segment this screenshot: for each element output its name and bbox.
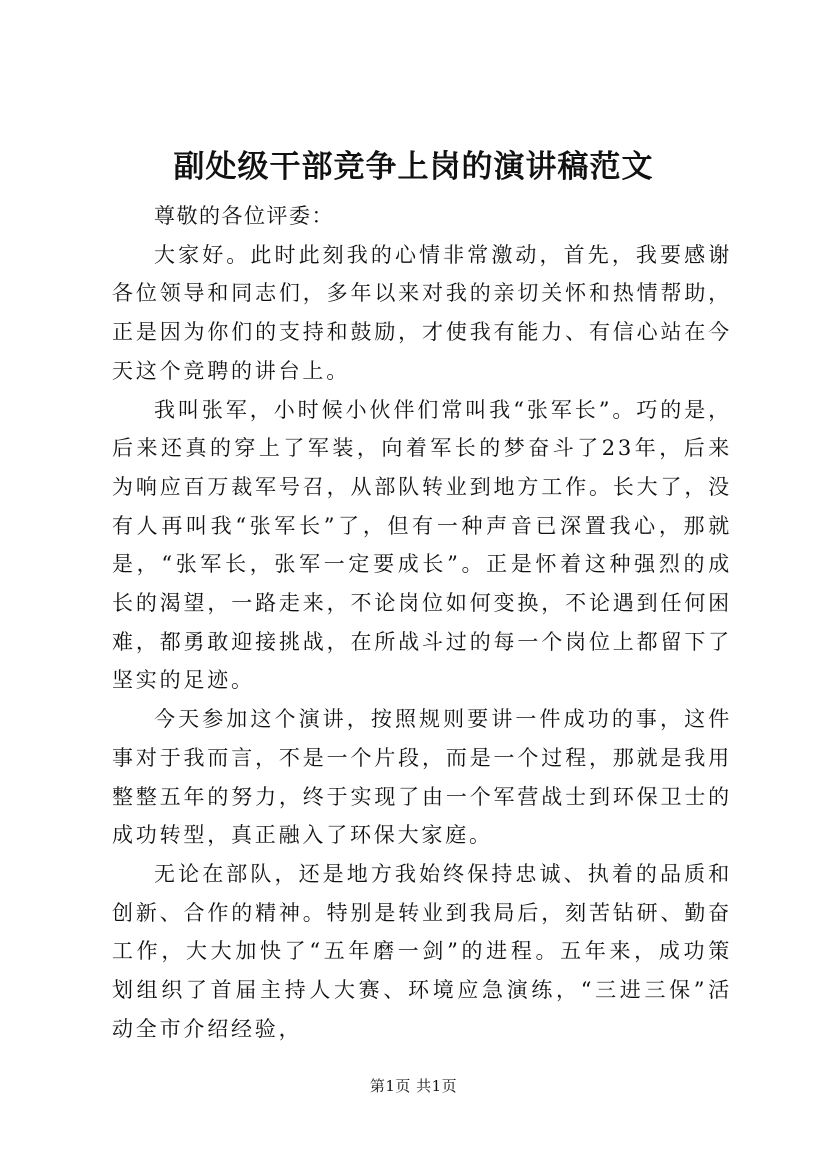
- greeting-paragraph: 尊敬的各位评委：: [154, 204, 334, 228]
- document-title: 副处级干部竞争上岗的演讲稿范文: [173, 149, 654, 185]
- body-paragraph-4: 无论在部队，还是地方我始终保持忠诚、执着的品质和创新、合作的精神。特别是转业到我局后，刻苦钻研、勤奋工作，大大加快了“五年磨一剑”的进程。五年来，成功策划组织了首届主持人大赛、环境应急演练，“三进三保”活动全市介绍经验，: [112, 861, 732, 1041]
- body-paragraph-1: 大家好。此时此刻我的心情非常激动，首先，我要感谢各位领导和同志们，多年以来对我的亲切关怀和热情帮助，正是因为你们的支持和鼓励，才使我有能力、有信心站在今天这个竞聘的讲台上。: [112, 242, 732, 383]
- body-paragraph-2: 我叫张军，小时候小伙伴们常叫我“张军长”。巧的是，后来还真的穿上了军装，向着军长的梦奋斗了23年，后来为响应百万裁军号召，从部队转业到地方工作。长大了，没有人再叫我“张军长”了，但有一种声音已深置我心，那就是，“张军长，张军一定要成长”。正是怀着这种强烈的成长的渴望，一路走来，不论岗位如何变换，不论遇到任何困难，都勇敢迎接挑战，在所战斗过的每一个岗位上都留下了坚实的足迹。: [112, 397, 732, 693]
- page-footer: 第1页 共1页: [369, 1077, 458, 1095]
- document-body: [112, 197, 732, 1048]
- body-paragraph-3: 今天参加这个演讲，按照规则要讲一件成功的事，这件事对于我而言，不是一个片段，而是一个过程，那就是我用整整五年的努力，终于实现了由一个军营战士到环保卫士的成功转型，真正融入了环保大家庭。: [112, 707, 732, 848]
